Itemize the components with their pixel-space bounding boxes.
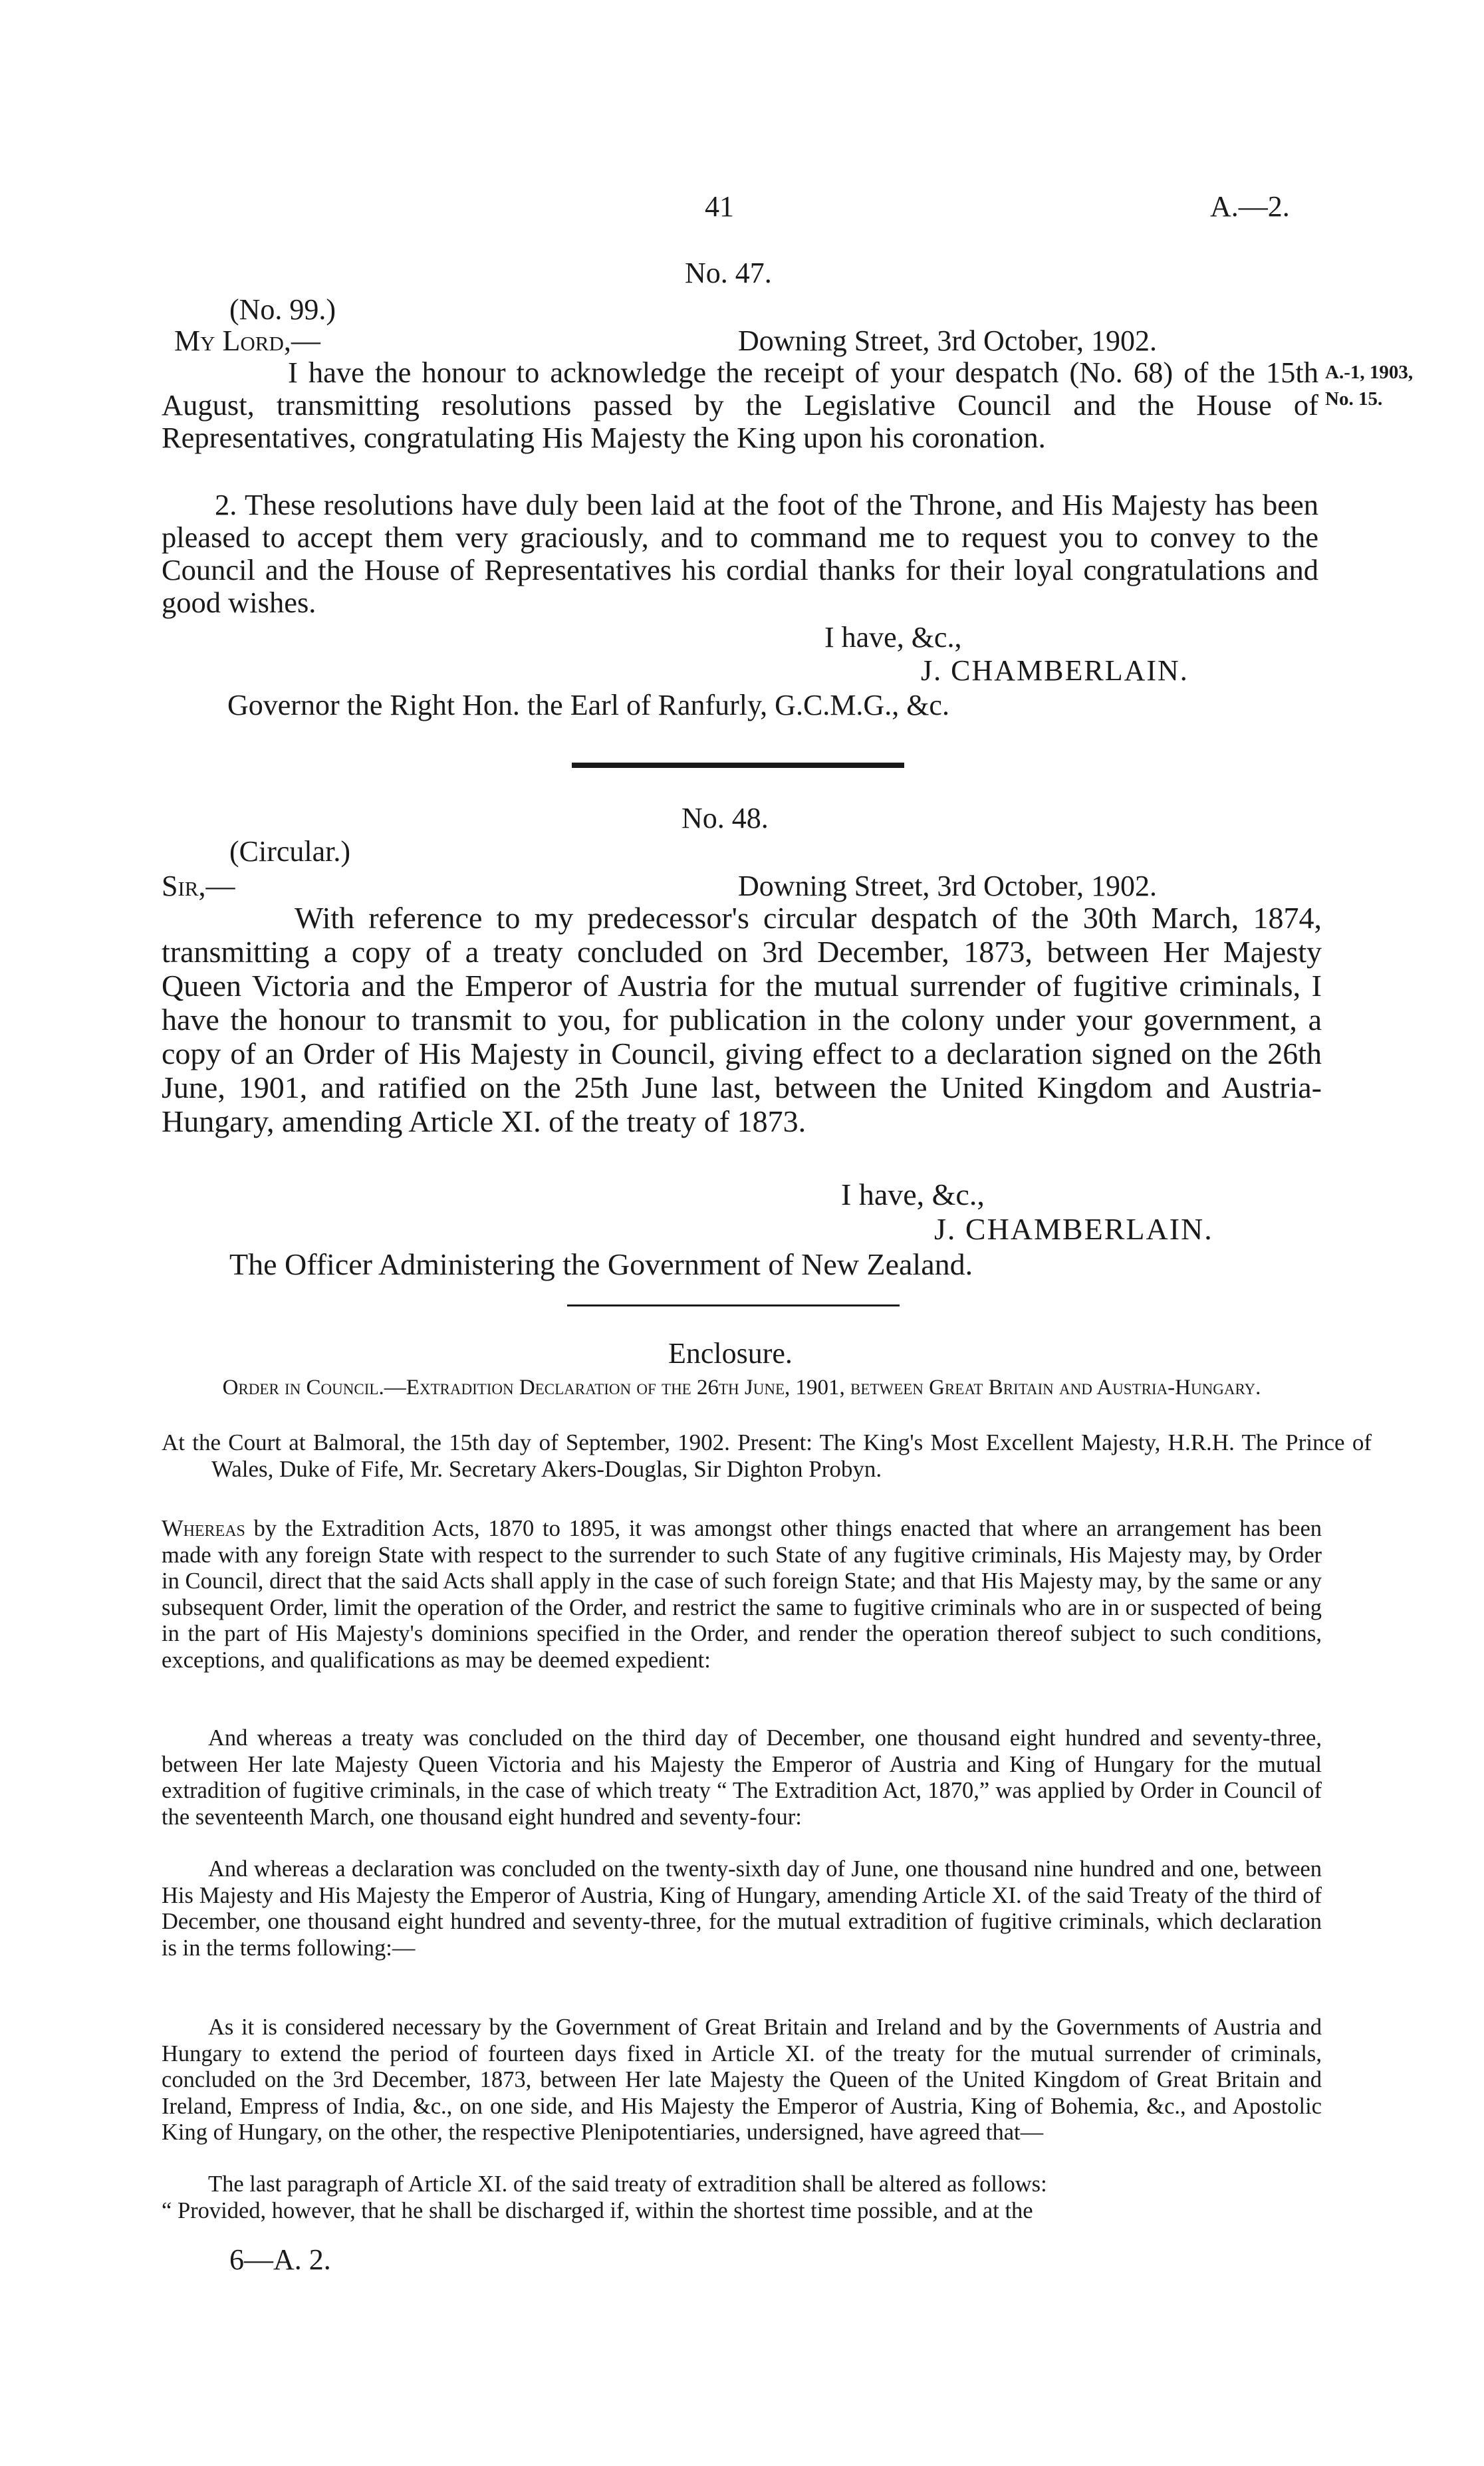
order-paragraph: And whereas a treaty was concluded on the third day of December, one thousand eight hundred and seventy-three, between Her late Majesty Queen Victoria and his Majesty the Emperor of Austria and King of Hungary for the mutual extradition of fugitive criminals, in the case of which treaty “ The Extradition Act, 1870,” was applied by Order in Council of the seventeenth March, one thousand eight hundred and seventy-four: <box>162 1725 1322 1830</box>
date-line: Downing Street, 3rd October, 1902. <box>738 324 1158 357</box>
despatch-paragraph: With reference to my predecessor's circular despatch of the 30th March, 1874, transmitting a copy of a treaty concluded on 3rd December, 1873, between Her Majesty Queen Victoria and the Emperor of Austria for the mutual surrender of fugitive criminals, I have the honour to transmit to you, for publication in the colony under your government, a copy of an Order of His Majesty in Council, giving effect to a declaration signed on the 26th June, 1901, and ratified on the 25th June last, between the United Kingdom and Austria-Hungary, amending Article XI. of the treaty of 1873. <box>162 901 1322 1138</box>
whereas-word: Whereas <box>162 1516 245 1541</box>
order-paragraph <box>162 1516 1322 1673</box>
addressee: Governor the Right Hon. the Earl of Ranfurly, G.C.M.G., &c. <box>227 689 949 721</box>
despatch-number: No. 48. <box>681 802 769 834</box>
margin-note-reference: A.-1, 1903, <box>1325 362 1414 383</box>
order-heading: Order in Council.—Extradition Declaration of the 26th June, 1901, between Great Britain and Austria-Hungary. <box>222 1376 1261 1400</box>
salutation: Sir,— <box>162 870 235 902</box>
despatch-paragraph: I have the honour to acknowledge the receipt of your despatch (No. 68) of the 15th August, transmitting resolutions passed by the Legislative Council and the House of Representatives, congratulating His Majesty the King upon his coronation. <box>162 356 1318 454</box>
signature: J. CHAMBERLAIN. <box>934 1212 1213 1246</box>
order-paragraph: “ Provided, however, that he shall be discharged if, within the shortest time possible, and at the <box>162 2198 1033 2223</box>
margin-note-number: No. 15. <box>1325 388 1383 410</box>
order-paragraph: The last paragraph of Article XI. of the said treaty of extradition shall be altered as follows: <box>208 2171 1047 2197</box>
document-reference: A.—2. <box>1210 190 1290 223</box>
despatch-paragraph: 2. These resolutions have duly been laid at the foot of the Throne, and His Majesty has been pleased to accept them very graciously, and to command me to request you to convey to the Council and the House of Representatives his cordial thanks for their loyal congratulations and good wishes. <box>162 488 1318 619</box>
order-paragraph-text: by the Extradition Acts, 1870 to 1895, it was amongst other things enacted that where an arrangement has been made with any foreign State with respect to the surrender to such State of any fugitive criminals, His Majesty may, by Order in Council, direct that the said Acts shall apply in the case of such foreign State; and that His Majesty may, by the same or any subsequent Order, limit the operation of the Order, and restrict the same to fugitive criminals who are in or suspected of being in the part of His Majesty's dominions specified in the Order, and render the operation thereof subject to such conditions, exceptions, and qualifications as may be deemed expedient: <box>162 1516 1322 1673</box>
order-paragraph: As it is considered necessary by the Government of Great Britain and Ireland and by the Governments of Austria and Hungary to extend the period of fourteen days fixed in Article XI. of the treaty for the mutual surrender of criminals, concluded on the 3rd December, 1873, between Her late Majesty the Queen of the United Kingdom of Great Britain and Ireland, Empress of India, &c., on one side, and His Majesty the Emperor of Austria, King of Bohemia, &c., and Apostolic King of Hungary, on the other, the respective Plenipotentiaries, undersigned, have agreed that— <box>162 2015 1322 2145</box>
margin-note <box>1325 359 1445 412</box>
despatch-serial: (Circular.) <box>229 835 351 868</box>
despatch-serial: (No. 99.) <box>229 293 336 326</box>
closing-phrase: I have, &c., <box>841 1177 985 1211</box>
salutation: My Lord,— <box>174 324 320 357</box>
closing-phrase: I have, &c., <box>824 621 962 654</box>
addressee: The Officer Administering the Government of New Zealand. <box>229 1247 973 1281</box>
enclosure-title: Enclosure. <box>668 1337 793 1370</box>
section-divider <box>572 763 904 768</box>
signature-reference: 6—A. 2. <box>229 2243 331 2276</box>
court-line: At the Court at Balmoral, the 15th day of September, 1902. Present: The King's Most Excellent Majesty, H.R.H. The Prince of Wales, Duke of Fife, Mr. Secretary Akers-Douglas, Sir Dighton Probyn. <box>162 1429 1372 1482</box>
page-number: 41 <box>705 190 734 223</box>
order-paragraph: And whereas a declaration was concluded on the twenty-sixth day of June, one thousand nine hundred and one, between His Majesty and His Majesty the Emperor of Austria, King of Hungary, amending Article XI. of the said Treaty of the third of December, one thousand eight hundred and seventy-three, for the mutual extradition of fugitive criminals, which declaration is in the terms following:— <box>162 1856 1322 1961</box>
signature: J. CHAMBERLAIN. <box>921 654 1189 687</box>
section-divider <box>567 1304 900 1306</box>
date-line: Downing Street, 3rd October, 1902. <box>738 870 1158 902</box>
despatch-number: No. 47. <box>685 257 772 289</box>
